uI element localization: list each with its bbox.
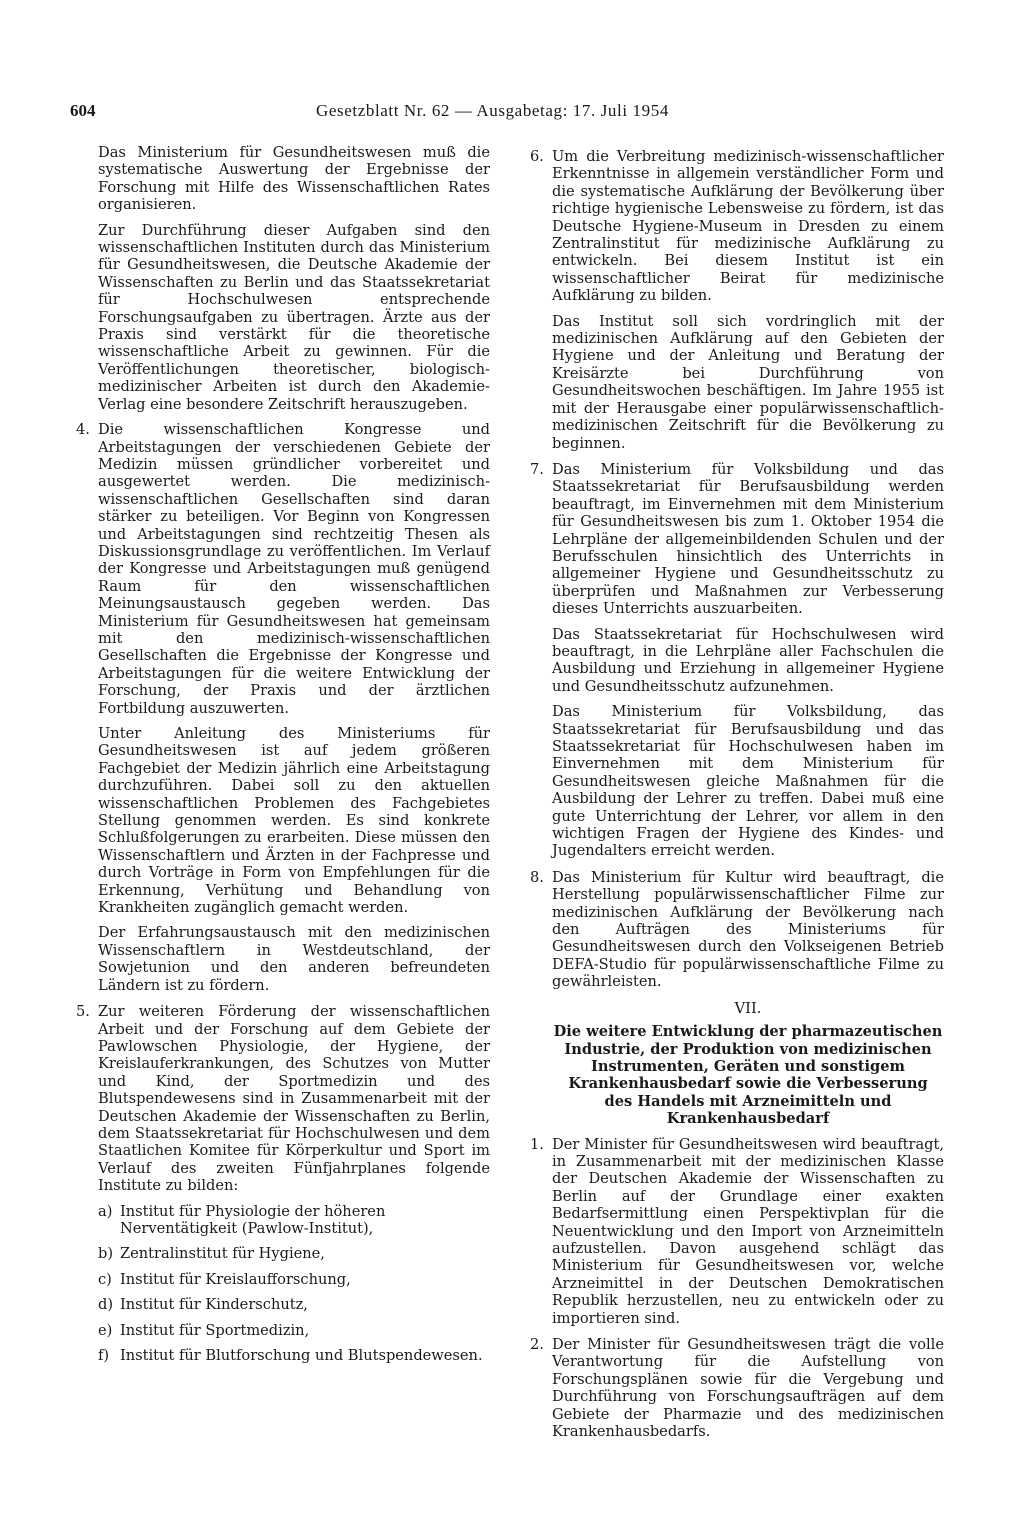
item-7-number: 7. bbox=[530, 460, 544, 478]
item-4-number: 4. bbox=[76, 421, 90, 439]
left-paragraph-2: Zur Durchführung dieser Aufgaben sind den wissenschaftlichen Instituten durch das Ministerium für Gesundheitswesen, die Deutsche Akademie der Wissenschaften zu Berlin und das Staatssekretariat für Hochschulwesen entsprechende Forschungsaufgaben zu übertragen. Ärzte aus der Praxis sind verstärkt für die theoretische wissenschaftliche Arbeit zu gewinnen. Für die Veröffentlichungen theoretischer, biologisch-medizinischer Arbeiten ist durch den Akademie-Verlag eine besondere Zeitschrift herauszugeben. bbox=[98, 221, 490, 413]
item-7-paragraph-3: Das Ministerium für Volksbildung, das Staatssekretariat für Berufsausbildung und das Staatssekretariat für Hochschulwesen haben im Einvernehmen mit dem Ministerium für Gesundheitswesen gleiche Maßnahmen für die Ausbildung der Lehrer zu treffen. Dabei muß eine gute Unterrichtung der Lehrer, vor allem in den wichtigen Fragen der Hygiene des Kindes- und Jugendalters erreicht werden. bbox=[552, 703, 944, 860]
item-5-number: 5. bbox=[76, 1003, 90, 1021]
item-4-paragraph-3: Der Erfahrungsaustausch mit den medizinischen Wissenschaftlern in Westdeutschland, der Sowjetunion und den anderen befreundeten Ländern ist zu fördern. bbox=[98, 924, 490, 994]
list-item bbox=[98, 1203, 490, 1238]
list-item-text: Institut für Kinderschutz, bbox=[120, 1296, 308, 1314]
page-number: 604 bbox=[70, 101, 96, 120]
list-item bbox=[98, 1245, 490, 1262]
list-item bbox=[98, 1347, 490, 1364]
item-4-paragraph-1: Die wissenschaftlichen Kongresse und Arbeitstagungen der verschiedenen Gebiete der Medizin müssen gründlicher vorbereitet und ausgewertet werden. Die medizinisch-wissenschaftlichen Gesellschaften sind daran stärker zu beteiligen. Vor Beginn von Kongressen und Arbeitstagungen sind rechtzeitig Thesen als Diskussionsgrundlage zu veröffentlichen. Im Verlauf der Kongresse und Arbeitstagungen muß genügend Raum für den wissenschaftlichen Meinungsaustausch gegeben werden. Das Ministerium für Gesundheitswesen hat gemeinsam mit den medizinisch-wissenschaftlichen Gesellschaften die Ergebnisse der Kongresse und Arbeitstagungen für die weitere Entwicklung der Forschung, der Praxis und der ärztlichen Fortbildung auszuwerten. bbox=[98, 421, 490, 717]
item-8-number: 8. bbox=[530, 868, 544, 886]
section-item-1-paragraph: Der Minister für Gesundheitswesen wird beauftragt, in Zusammenarbeit mit der medizinischen Klasse der Deutschen Akademie der Wissenschaften zu Berlin auf der Grundlage einer exakten Bedarfsermittlung einen Perspektivplan für die Neuentwicklung und den Import von Arzneimitteln aufzustellen. Davon ausgehend schlägt das Ministerium für Gesundheitswesen vor, welche Arzneimittel in der Deutschen Demokratischen Republik herzustellen, neu zu entwickeln oder zu importieren sind. bbox=[552, 1135, 944, 1327]
list-item-label: c) bbox=[98, 1270, 112, 1288]
item-8 bbox=[530, 868, 944, 991]
item-7-paragraph-1: Das Ministerium für Volksbildung und das Staatssekretariat für Berufsausbildung werden beauftragt, im Einvernehmen mit dem Ministerium für Gesundheitswesen bis zum 1. Oktober 1954 die Lehrpläne der allgemeinbildenden Schulen und der Berufsschulen hinsichtlich des Unterrichts in allgemeiner Hygiene und Gesundheitsschutz zu überprüfen und Maßnahmen zur Verbesserung dieses Unterrichts auszuarbeiten. bbox=[552, 460, 944, 618]
item-4 bbox=[76, 421, 490, 994]
item-6-number: 6. bbox=[530, 148, 544, 165]
list-item-label: d) bbox=[98, 1296, 114, 1314]
list-item-text: Institut für Physiologie der höheren Nerventätigkeit (Pawlow-Institut), bbox=[120, 1202, 386, 1237]
section-title: Die weitere Entwicklung der pharmazeutischen Industrie, der Produktion von medizinischen Instrumenten, Geräten und sonstigem Krankenhausbedarf sowie die Verbesserung des Handels mit Arzneimitteln und Krankenhausbedarf bbox=[553, 1023, 943, 1128]
item-7-paragraph-2: Das Staatssekretariat für Hochschulwesen wird beauftragt, in die Lehrpläne aller Fachschulen die Ausbildung und Erziehung in allgemeiner Hygiene und Gesundheitsschutz aufzunehmen. bbox=[552, 625, 944, 695]
section-number: VII. bbox=[734, 999, 762, 1017]
section-item-1 bbox=[530, 1135, 944, 1327]
section-item-1-number: 1. bbox=[530, 1135, 544, 1153]
section-item-2 bbox=[530, 1336, 944, 1441]
list-item bbox=[98, 1271, 490, 1288]
item-5 bbox=[76, 1003, 490, 1364]
list-item bbox=[98, 1296, 490, 1313]
list-item-text: Institut für Blutforschung und Blutspendewesen. bbox=[120, 1347, 483, 1364]
item-6-paragraph-2: Das Institut soll sich vordringlich mit der medizinischen Aufklärung auf den Gebieten der Hygiene und der Anleitung und Beratung der Kreisärzte bei Durchführung von Gesundheitswochen beschäftigen. Im Jahre 1955 ist mit der Herausgabe einer populärwissenschaftlich-medizinischen Zeitschrift für die Bevölkerung zu beginnen. bbox=[552, 312, 944, 452]
right-column bbox=[530, 148, 944, 1449]
item-6 bbox=[530, 148, 944, 452]
page-header bbox=[70, 101, 954, 125]
section-item-2-number: 2. bbox=[530, 1336, 544, 1353]
list-item bbox=[98, 1322, 490, 1339]
list-item-label: f) bbox=[98, 1347, 110, 1364]
item-7 bbox=[530, 460, 944, 860]
list-item-text: Institut für Sportmedizin, bbox=[120, 1321, 310, 1339]
list-item-label: a) bbox=[98, 1202, 113, 1220]
item-8-paragraph-1: Das Ministerium für Kultur wird beauftragt, die Herstellung populärwissenschaftlicher Filme zur medizinischen Aufklärung der Bevölkerung nach den Aufträgen des Ministeriums für Gesundheitswesen durch den Volkseigenen Betrieb DEFA-Studio für populärwissenschaftliche Filme zu gewährleisten. bbox=[552, 868, 944, 991]
header-title: Gesetzblatt Nr. 62 — Ausgabetag: 17. Juli 1954 bbox=[316, 101, 669, 120]
left-paragraph-1: Das Ministerium für Gesundheitswesen muß die systematische Auswertung der Ergebnisse der Forschung mit Hilfe des Wissenschaftlichen Rates organisieren. bbox=[98, 144, 490, 214]
list-item-label: b) bbox=[98, 1245, 114, 1263]
item-4-paragraph-2: Unter Anleitung des Ministeriums für Gesundheitswesen ist auf jedem größeren Fachgebiet der Medizin jährlich eine Arbeitstagung durchzuführen. Dabei soll zu den aktuellen wissenschaftlichen Problemen des Fachgebietes Stellung genommen werden. Es sind konkrete Schlußfolgerungen zu erarbeiten. Diese müssen den Wissenschaftlern und Ärzten in der Fachpresse und durch Vorträge in Form von Empfehlungen für die Erkennung, Verhütung und Behandlung von Krankheiten zugänglich gemacht werden. bbox=[98, 725, 490, 917]
list-item-text: Institut für Kreislaufforschung, bbox=[120, 1270, 351, 1288]
list-item-text: Zentralinstitut für Hygiene, bbox=[120, 1245, 325, 1263]
item-5-paragraph-1: Zur weiteren Förderung der wissenschaftlichen Arbeit und der Forschung auf dem Gebiete der Pawlowschen Physiologie, der Hygiene, der Kreislauferkrankungen, des Schutzes von Mutter und Kind, der Sportmedizin und des Blutspendewesens sind in Zusammenarbeit mit der Deutschen Akademie der Wissenschaften zu Berlin, dem Staatssekretariat für Hochschulwesen und dem Staatlichen Komitee für Körperkultur und Sport im Verlauf des zweiten Fünfjahrplanes folgende Institute zu bilden: bbox=[98, 1003, 490, 1195]
section-item-2-paragraph: Der Minister für Gesundheitswesen trägt die volle Verantwortung für die Aufstellung von Forschungsplänen sowie für die Vergebung und Durchführung von Forschungsaufträgen auf dem Gebiete der Pharmazie und des medizinischen Krankenhausbedarfs. bbox=[552, 1336, 944, 1441]
left-column bbox=[76, 144, 490, 1373]
list-item-label: e) bbox=[98, 1321, 113, 1339]
item-6-paragraph-1: Um die Verbreitung medizinisch-wissenschaftlicher Erkenntnisse in allgemein verständlicher Form und die systematische Aufklärung der Bevölkerung über richtige hygienische Lebensweise zu fördern, ist das Deutsche Hygiene-Museum in Dresden zu einem Zentralinstitut für medizinische Aufklärung zu entwickeln. Bei diesem Institut ist ein wissenschaftlicher Beirat für medizinische Aufklärung zu bilden. bbox=[552, 148, 944, 305]
